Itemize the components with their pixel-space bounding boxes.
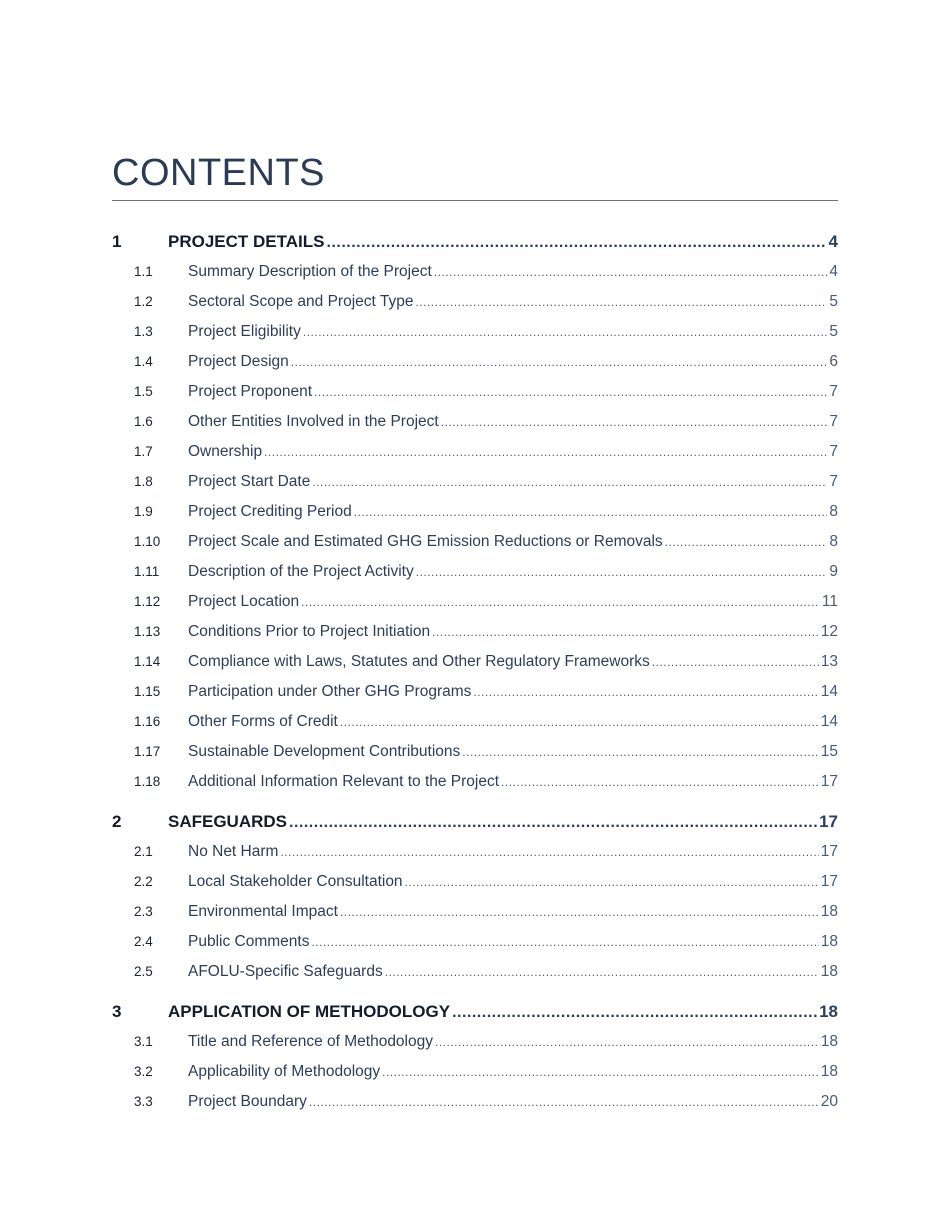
toc-subsection-title: Applicability of Methodology bbox=[188, 1063, 381, 1080]
toc-subsection-title: Other Entities Involved in the Project bbox=[188, 413, 439, 430]
toc-subsection-page-number: 9 bbox=[829, 563, 838, 580]
toc-subsection-number: 1.1 bbox=[134, 264, 153, 279]
toc-subsection-title: Sectoral Scope and Project Type bbox=[188, 293, 414, 310]
toc-subsection-title: Additional Information Relevant to the Project bbox=[188, 773, 500, 790]
toc-subsection-number: 1.12 bbox=[134, 594, 161, 609]
toc-subsection-number: 1.2 bbox=[134, 294, 153, 309]
toc-subsection-number: 1.15 bbox=[134, 684, 161, 699]
toc-dot-leader bbox=[441, 407, 828, 437]
toc-subsection-number: 2.2 bbox=[134, 874, 153, 889]
toc-subsection-entry[interactable] bbox=[112, 837, 838, 867]
toc-dot-leader bbox=[652, 647, 819, 677]
toc-subsection-title: Project Crediting Period bbox=[188, 503, 352, 520]
title-divider bbox=[112, 200, 838, 201]
toc-subsection-page-number: 11 bbox=[821, 593, 838, 610]
toc-subsection-number: 1.8 bbox=[134, 474, 153, 489]
toc-subsection-entry[interactable] bbox=[112, 587, 838, 617]
toc-subsection-number: 1.7 bbox=[134, 444, 153, 459]
toc-subsection-page-number: 7 bbox=[829, 383, 838, 400]
toc-subsection-entry[interactable] bbox=[112, 257, 838, 287]
toc-subsection-number: 1.14 bbox=[134, 654, 161, 669]
toc-section-page-number: 4 bbox=[828, 232, 838, 251]
toc-dot-leader bbox=[415, 287, 827, 317]
toc-subsection-page-number: 8 bbox=[829, 533, 838, 550]
toc-dot-leader bbox=[301, 587, 820, 617]
toc-subsection-page-number: 20 bbox=[820, 1093, 838, 1110]
toc-subsection-title: Project Scale and Estimated GHG Emission Reductions or Removals bbox=[188, 533, 663, 550]
toc-subsection-number: 1.5 bbox=[134, 384, 153, 399]
page-title: CONTENTS bbox=[112, 152, 325, 194]
toc-section-number: 1 bbox=[112, 232, 122, 251]
toc-subsection-title: Project Design bbox=[188, 353, 289, 370]
toc-subsection-number: 2.3 bbox=[134, 904, 153, 919]
toc-subsection-entry[interactable] bbox=[112, 437, 838, 467]
toc-subsection-entry[interactable] bbox=[112, 1057, 838, 1087]
toc-dot-leader bbox=[280, 837, 818, 867]
toc-subsection-title: Ownership bbox=[188, 443, 263, 460]
toc-subsection-title: Participation under Other GHG Programs bbox=[188, 683, 472, 700]
toc-dot-leader bbox=[289, 807, 817, 838]
toc-subsection-page-number: 17 bbox=[820, 773, 838, 790]
toc-subsection-entry[interactable] bbox=[112, 1087, 838, 1117]
toc-subsection-page-number: 15 bbox=[820, 743, 838, 760]
toc-dot-leader bbox=[326, 227, 826, 258]
toc-subsection-entry[interactable] bbox=[112, 347, 838, 377]
toc-subsection-page-number: 17 bbox=[820, 873, 838, 890]
toc-dot-leader bbox=[264, 437, 827, 467]
toc-subsection-entry[interactable] bbox=[112, 767, 838, 797]
toc-subsection-page-number: 12 bbox=[820, 623, 838, 640]
toc-dot-leader bbox=[434, 257, 828, 287]
toc-subsection-title: Local Stakeholder Consultation bbox=[188, 873, 403, 890]
toc-subsection-page-number: 18 bbox=[820, 963, 838, 980]
toc-section-page-number: 18 bbox=[819, 1002, 838, 1021]
toc-subsection-entry[interactable] bbox=[112, 647, 838, 677]
toc-subsection-number: 2.5 bbox=[134, 964, 153, 979]
toc-subsection-number: 1.4 bbox=[134, 354, 153, 369]
toc-dot-leader bbox=[340, 897, 819, 927]
toc-subsection-number: 1.6 bbox=[134, 414, 153, 429]
toc-subsection-entry[interactable] bbox=[112, 527, 838, 557]
toc-dot-leader bbox=[311, 927, 818, 957]
toc-subsection-title: Title and Reference of Methodology bbox=[188, 1033, 433, 1050]
toc-subsection-entry[interactable] bbox=[112, 927, 838, 957]
toc-subsection-title: Project Proponent bbox=[188, 383, 313, 400]
toc-subsection-title: Environmental Impact bbox=[188, 903, 338, 920]
toc-subsection-page-number: 14 bbox=[820, 713, 838, 730]
toc-subsection-entry[interactable] bbox=[112, 1027, 838, 1057]
toc-subsection-number: 1.3 bbox=[134, 324, 153, 339]
toc-subsection-page-number: 7 bbox=[829, 473, 838, 490]
toc-subsection-page-number: 18 bbox=[820, 1063, 838, 1080]
toc-section-entry[interactable] bbox=[112, 806, 838, 837]
toc-dot-leader bbox=[435, 1027, 819, 1057]
toc-subsection-number: 2.1 bbox=[134, 844, 153, 859]
toc-subsection-title: Public Comments bbox=[188, 933, 310, 950]
toc-subsection-number: 1.11 bbox=[134, 564, 160, 579]
toc-subsection-number: 1.16 bbox=[134, 714, 161, 729]
toc-subsection-page-number: 5 bbox=[829, 323, 838, 340]
toc-subsection-entry[interactable] bbox=[112, 557, 838, 587]
toc-subsection-page-number: 17 bbox=[820, 843, 838, 860]
toc-section-number: 3 bbox=[112, 1002, 122, 1021]
toc-dot-leader bbox=[354, 497, 828, 527]
toc-subsection-title: Description of the Project Activity bbox=[188, 563, 414, 580]
toc-subsection-entry[interactable] bbox=[112, 407, 838, 437]
toc-subsection-entry[interactable] bbox=[112, 677, 838, 707]
toc-subsection-entry[interactable] bbox=[112, 957, 838, 987]
toc-subsection-title: Project Eligibility bbox=[188, 323, 301, 340]
toc-subsection-title: Project Location bbox=[188, 593, 300, 610]
toc-section-entry[interactable] bbox=[112, 996, 838, 1027]
toc-subsection-title: Summary Description of the Project bbox=[188, 263, 432, 280]
toc-dot-leader bbox=[416, 557, 828, 587]
toc-subsection-number: 2.4 bbox=[134, 934, 153, 949]
toc-subsection-title: No Net Harm bbox=[188, 843, 279, 860]
toc-subsection-entry[interactable] bbox=[112, 497, 838, 527]
toc-subsection-page-number: 18 bbox=[820, 933, 838, 950]
toc-dot-leader bbox=[340, 707, 819, 737]
toc-subsection-page-number: 8 bbox=[829, 503, 838, 520]
toc-dot-leader bbox=[303, 317, 828, 347]
toc-dot-leader bbox=[385, 957, 819, 987]
toc-subsection-page-number: 7 bbox=[829, 443, 838, 460]
toc-subsection-page-number: 4 bbox=[829, 263, 838, 280]
toc-dot-leader bbox=[665, 527, 828, 557]
toc-subsection-entry[interactable] bbox=[112, 897, 838, 927]
toc-subsection-entry[interactable] bbox=[112, 737, 838, 767]
toc-subsection-number: 3.1 bbox=[134, 1034, 153, 1049]
toc-subsection-number: 1.17 bbox=[134, 744, 161, 759]
toc-subsection-entry[interactable] bbox=[112, 867, 838, 897]
toc-subsection-title: Project Boundary bbox=[188, 1093, 307, 1110]
toc-dot-leader bbox=[382, 1057, 819, 1087]
toc-subsection-page-number: 14 bbox=[820, 683, 838, 700]
toc-dot-leader bbox=[462, 737, 818, 767]
toc-subsection-entry[interactable] bbox=[112, 377, 838, 407]
toc-subsection-number: 1.13 bbox=[134, 624, 161, 639]
toc-dot-leader bbox=[473, 677, 818, 707]
toc-subsection-number: 3.2 bbox=[134, 1064, 153, 1079]
toc-section-number: 2 bbox=[112, 812, 122, 831]
toc-subsection-entry[interactable] bbox=[112, 707, 838, 737]
toc-subsection-entry[interactable] bbox=[112, 617, 838, 647]
toc-section-title: APPLICATION OF METHODOLOGY bbox=[168, 1002, 451, 1021]
toc-subsection-number: 1.10 bbox=[134, 534, 161, 549]
toc-subsection-title: Sustainable Development Contributions bbox=[188, 743, 461, 760]
toc-subsection-page-number: 13 bbox=[820, 653, 838, 670]
toc-subsection-page-number: 6 bbox=[829, 353, 838, 370]
toc-section-title: SAFEGUARDS bbox=[168, 812, 288, 831]
toc-subsection-title: Compliance with Laws, Statutes and Other Regulatory Frameworks bbox=[188, 653, 650, 670]
toc-subsection-number: 1.18 bbox=[134, 774, 161, 789]
toc-dot-leader bbox=[501, 767, 819, 797]
toc-section-entry[interactable] bbox=[112, 226, 838, 257]
toc-subsection-page-number: 5 bbox=[829, 293, 838, 310]
toc-subsection-title: AFOLU-Specific Safeguards bbox=[188, 963, 383, 980]
toc-dot-leader bbox=[309, 1087, 819, 1117]
toc-subsection-title: Project Start Date bbox=[188, 473, 311, 490]
toc-dot-leader bbox=[291, 347, 828, 377]
toc-dot-leader bbox=[432, 617, 819, 647]
toc-dot-leader bbox=[452, 997, 817, 1028]
toc-subsection-page-number: 7 bbox=[829, 413, 838, 430]
table-of-contents bbox=[112, 226, 838, 1117]
toc-subsection-number: 3.3 bbox=[134, 1094, 153, 1109]
toc-dot-leader bbox=[405, 867, 819, 897]
toc-section-page-number: 17 bbox=[819, 812, 838, 831]
toc-subsection-title: Conditions Prior to Project Initiation bbox=[188, 623, 431, 640]
toc-subsection-entry[interactable] bbox=[112, 467, 838, 497]
toc-subsection-entry[interactable] bbox=[112, 317, 838, 347]
toc-section-title: PROJECT DETAILS bbox=[168, 232, 325, 251]
toc-subsection-entry[interactable] bbox=[112, 287, 838, 317]
toc-dot-leader bbox=[312, 467, 827, 497]
toc-dot-leader bbox=[314, 377, 827, 407]
toc-subsection-page-number: 18 bbox=[820, 903, 838, 920]
toc-subsection-title: Other Forms of Credit bbox=[188, 713, 338, 730]
toc-subsection-page-number: 18 bbox=[820, 1033, 838, 1050]
toc-subsection-number: 1.9 bbox=[134, 504, 153, 519]
